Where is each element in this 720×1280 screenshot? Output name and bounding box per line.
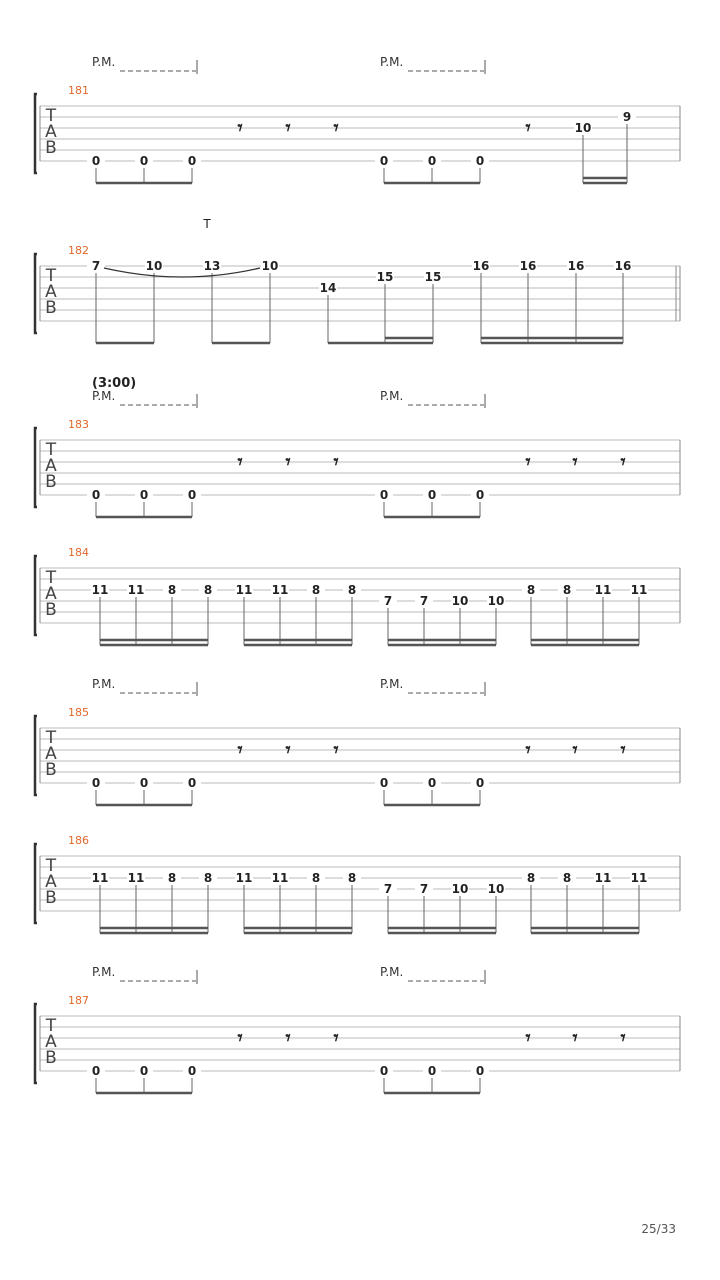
eighth-rest: 𝄾 [620,451,626,473]
eighth-rest: 𝄾 [285,739,291,761]
fret-number: 8 [562,583,572,597]
fret-number: 16 [472,259,490,273]
system-bracket [35,428,37,507]
fret-number: 0 [427,1064,437,1078]
fret-number: 13 [203,259,221,273]
fret-number: 11 [271,583,289,597]
fret-number: 16 [614,259,632,273]
tab-clef-letter: B [45,600,57,620]
system-bracket [35,556,37,635]
fret-number: 10 [487,882,505,896]
fret-number: 8 [167,871,177,885]
system-bracket [35,94,37,173]
system-bracket [35,844,37,923]
fret-number: 11 [630,583,648,597]
tab-clef-letter: T [45,1016,57,1036]
tab-clef-letter: B [45,472,57,492]
fret-number: 0 [91,154,101,168]
fret-number: 7 [383,882,393,896]
fret-number: 8 [562,871,572,885]
fret-number: 11 [91,871,109,885]
fret-number: 10 [451,882,469,896]
fret-number: 8 [347,583,357,597]
fret-number: 0 [475,488,485,502]
system-bracket [35,716,37,795]
eighth-rest: 𝄾 [525,451,531,473]
tab-clef-letter: A [45,584,57,604]
tab-clef-letter: T [45,440,57,460]
fret-number: 14 [319,281,337,295]
system-bracket [35,254,37,333]
eighth-rest: 𝄾 [237,1027,243,1049]
tapping-marker: T [203,217,211,231]
fret-number: 11 [594,871,612,885]
fret-number: 0 [475,154,485,168]
fret-number: 8 [311,871,321,885]
system-bracket [35,1004,37,1083]
fret-number: 0 [379,1064,389,1078]
measure-number: 187 [68,994,89,1007]
tab-clef-letter: B [45,298,57,318]
tab-system-186 [35,834,680,933]
fret-number: 0 [427,776,437,790]
tab-system-185 [35,677,680,805]
fret-number: 11 [235,871,253,885]
tab-clef-letter: T [45,856,57,876]
fret-number: 7 [419,882,429,896]
palm-mute-label: P.M. [92,389,116,403]
tab-clef-letter: A [45,282,57,302]
tab-clef-letter: T [45,728,57,748]
fret-number: 11 [127,871,145,885]
measure-number: 186 [68,834,89,847]
fret-number: 0 [139,154,149,168]
tab-system-182 [35,217,680,343]
tab-clef-letter: T [45,106,57,126]
tab-clef-letter: B [45,138,57,158]
fret-number: 8 [526,871,536,885]
measure-number: 183 [68,418,89,431]
fret-number: 9 [622,110,632,124]
eighth-rest: 𝄾 [237,739,243,761]
eighth-rest: 𝄾 [285,1027,291,1049]
palm-mute-label: P.M. [92,677,116,691]
measure-number: 182 [68,244,89,257]
fret-number: 11 [91,583,109,597]
eighth-rest: 𝄾 [333,1027,339,1049]
palm-mute-label: P.M. [380,677,404,691]
eighth-rest: 𝄾 [333,739,339,761]
fret-number: 11 [235,583,253,597]
tab-clef-letter: B [45,888,57,908]
fret-number: 11 [594,583,612,597]
fret-number: 0 [91,1064,101,1078]
fret-number: 0 [379,154,389,168]
tab-clef-letter: A [45,1032,57,1052]
palm-mute-label: P.M. [380,55,404,69]
fret-number: 0 [187,488,197,502]
fret-number: 10 [261,259,279,273]
tab-system-181 [35,55,680,183]
fret-number: 8 [526,583,536,597]
fret-number: 10 [451,594,469,608]
tab-clef-letter: T [45,568,57,588]
fret-number: 0 [187,776,197,790]
fret-number: 11 [127,583,145,597]
fret-number: 0 [379,488,389,502]
eighth-rest: 𝄾 [572,739,578,761]
eighth-rest: 𝄾 [620,1027,626,1049]
fret-number: 16 [567,259,585,273]
eighth-rest: 𝄾 [525,739,531,761]
eighth-rest: 𝄾 [285,451,291,473]
tab-clef-letter: B [45,1048,57,1068]
fret-number: 0 [475,1064,485,1078]
fret-number: 0 [91,776,101,790]
fret-number: 0 [427,154,437,168]
eighth-rest: 𝄾 [333,117,339,139]
eighth-rest: 𝄾 [620,739,626,761]
fret-number: 16 [519,259,537,273]
fret-number: 0 [139,776,149,790]
fret-number: 7 [419,594,429,608]
time-marker: (3:00) [92,376,137,391]
eighth-rest: 𝄾 [572,451,578,473]
fret-number: 8 [167,583,177,597]
fret-number: 0 [427,488,437,502]
tab-system-187 [35,965,680,1093]
fret-number: 0 [187,154,197,168]
eighth-rest: 𝄾 [525,1027,531,1049]
slur [104,268,260,277]
palm-mute-label: P.M. [92,55,116,69]
tab-clef-letter: A [45,456,57,476]
palm-mute-label: P.M. [92,965,116,979]
measure-number: 185 [68,706,89,719]
fret-number: 8 [203,583,213,597]
palm-mute-label: P.M. [380,389,404,403]
fret-number: 0 [91,488,101,502]
palm-mute-label: P.M. [380,965,404,979]
eighth-rest: 𝄾 [333,451,339,473]
fret-number: 11 [271,871,289,885]
fret-number: 0 [187,1064,197,1078]
tab-system-183 [35,376,680,517]
fret-number: 10 [145,259,163,273]
eighth-rest: 𝄾 [525,117,531,139]
fret-number: 8 [347,871,357,885]
fret-number: 8 [311,583,321,597]
fret-number: 8 [203,871,213,885]
fret-number: 0 [139,1064,149,1078]
tab-clef-letter: A [45,872,57,892]
fret-number: 0 [475,776,485,790]
eighth-rest: 𝄾 [285,117,291,139]
fret-number: 15 [424,270,442,284]
fret-number: 7 [383,594,393,608]
measure-number: 184 [68,546,89,559]
fret-number: 10 [487,594,505,608]
tab-clef-letter: T [45,266,57,286]
fret-number: 0 [379,776,389,790]
tab-clef-letter: B [45,760,57,780]
fret-number: 11 [630,871,648,885]
measure-number: 181 [68,84,89,97]
eighth-rest: 𝄾 [237,117,243,139]
eighth-rest: 𝄾 [572,1027,578,1049]
eighth-rest: 𝄾 [237,451,243,473]
tab-clef-letter: A [45,122,57,142]
page-number: 25/33 [641,1222,676,1236]
fret-number: 10 [574,121,592,135]
tab-clef-letter: A [45,744,57,764]
fret-number: 0 [139,488,149,502]
fret-number: 15 [376,270,394,284]
fret-number: 7 [91,259,101,273]
tab-system-184 [35,546,680,645]
